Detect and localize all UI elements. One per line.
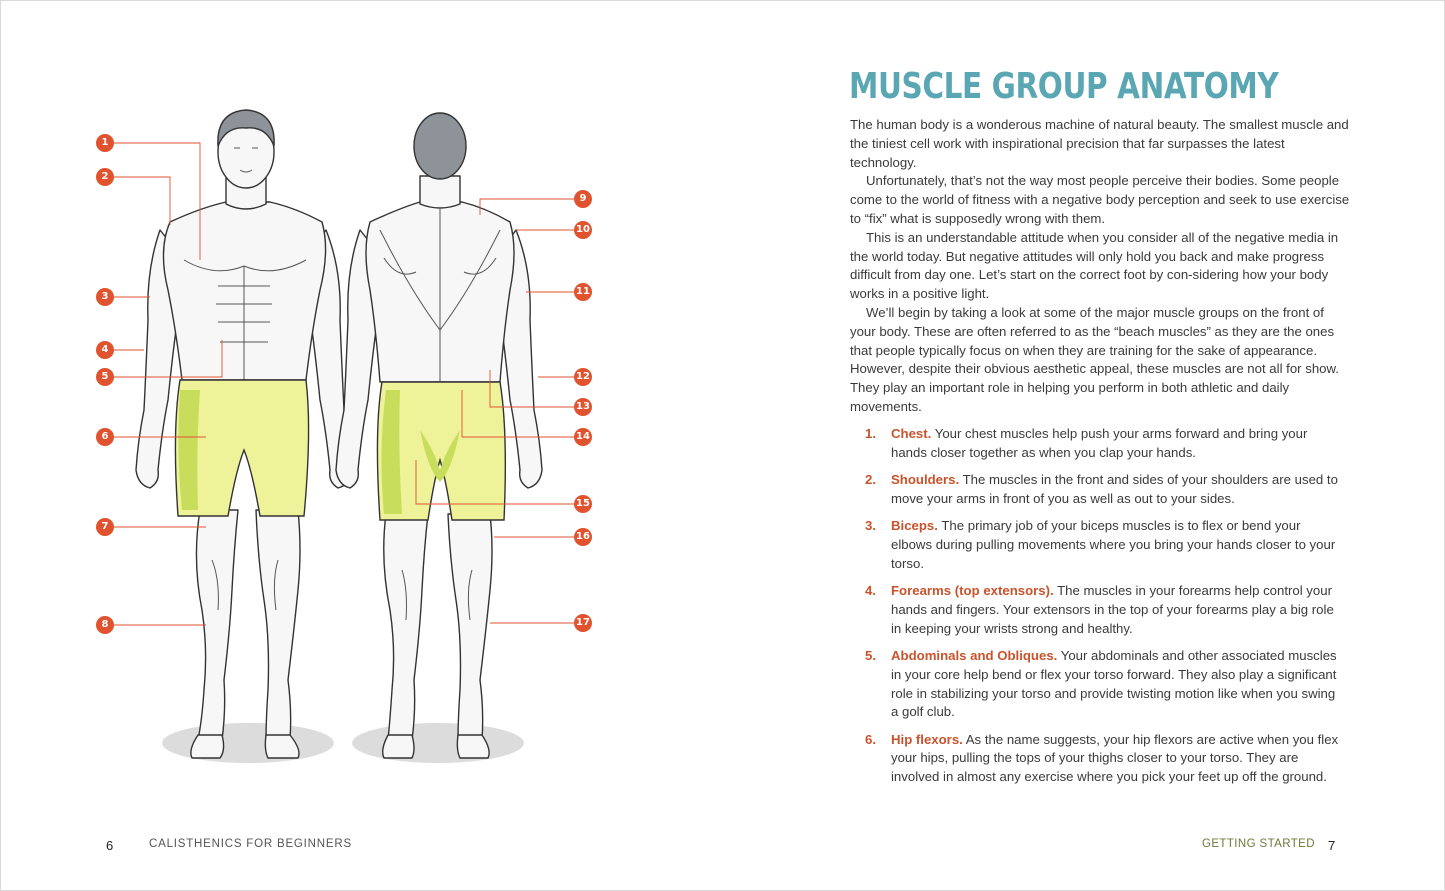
callout-3: 3 bbox=[96, 288, 114, 306]
front-right-leg bbox=[256, 510, 300, 740]
left-page-number: 6 bbox=[106, 838, 114, 853]
paragraph-4: We’ll begin by taking a look at some of the major muscle groups on the front of your body. These are often referred to as the “beach muscles” as they are the ones that people typically focus on when they are training for the sake of appearance. However, despite their obvious aesthetic appeal, these muscles are not all for show. They play an important role in helping you perform in both athletic and daily movements. bbox=[850, 304, 1339, 414]
list-item-number: 5. bbox=[865, 647, 876, 663]
back-neck bbox=[420, 176, 460, 208]
list-item-text: The muscles in your forearms help control your hands and fingers. Your extensors in the top of your forearms play a big role in keeping your wrists strong and healthy. bbox=[891, 583, 1334, 636]
back-left-leg bbox=[384, 514, 428, 740]
list-item-body bbox=[891, 731, 1345, 787]
list-item-term: Chest. bbox=[891, 426, 932, 441]
paragraph-2: Unfortunately, that’s not the way most people perceive their bodies. Some people come to the world of fitness with a negative body perception and seek to use exercise to “fix” what is supposedly wrong with them. bbox=[850, 173, 1350, 226]
callout-14: 14 bbox=[574, 428, 592, 446]
callout-4: 4 bbox=[96, 341, 114, 359]
list-item-body bbox=[891, 647, 1345, 722]
back-figure-shadow bbox=[352, 723, 524, 763]
callout-13: 13 bbox=[574, 398, 592, 416]
front-figure-shadow bbox=[162, 723, 334, 763]
list-item-body bbox=[891, 517, 1345, 573]
list-item-body bbox=[891, 582, 1345, 638]
list-item-text: As the name suggests, your hip flexors are active when you flex your hips, pulling the tops of your thighs closer to your torso. They are involved in almost any exercise where you pick your feet up off the ground. bbox=[891, 731, 1339, 785]
callout-10: 10 bbox=[574, 221, 592, 239]
callout-17: 17 bbox=[574, 614, 592, 632]
body-text bbox=[850, 116, 1350, 417]
list-item-term: Hip flexors. bbox=[891, 731, 963, 747]
back-right-leg bbox=[448, 514, 492, 740]
anatomy-figure bbox=[80, 90, 620, 790]
list-item-term: Shoulders. bbox=[891, 472, 960, 488]
list-item-body bbox=[891, 471, 1345, 509]
list-item bbox=[865, 471, 1345, 509]
list-item-term: Abdominals and Obliques. bbox=[891, 647, 1058, 663]
list-item-text: Your chest muscles help push your arms forward and bring your hands closer together as when you clap your hands. bbox=[891, 426, 1308, 460]
list-item-term: Biceps. bbox=[891, 518, 938, 534]
list-item bbox=[865, 647, 1345, 722]
front-torso bbox=[163, 202, 325, 380]
list-item bbox=[865, 425, 1345, 463]
back-right-foot bbox=[457, 735, 489, 758]
back-shorts bbox=[377, 382, 505, 520]
left-running-head: CALISTHENICS FOR BEGINNERS bbox=[149, 838, 352, 850]
callout-12: 12 bbox=[574, 368, 592, 386]
front-shorts bbox=[175, 380, 308, 516]
paragraph-3: This is an understandable attitude when you consider all of the negative media in the world today. But negative attitudes will only hold you back and make progress difficult from day one. Let’s start on the correct foot by con-sidering how your body works in a positive light. bbox=[850, 229, 1339, 302]
callout-8: 8 bbox=[96, 616, 114, 634]
callout-11: 11 bbox=[574, 283, 592, 301]
list-item-text: The muscles in the front and sides of your shoulders are used to move your arms in front of you as well as out to your sides. bbox=[891, 472, 1338, 506]
anatomy-illustration bbox=[80, 90, 620, 790]
list-item-number: 6. bbox=[865, 731, 876, 747]
list-item-number: 3. bbox=[865, 518, 876, 534]
callout-1: 1 bbox=[96, 134, 114, 152]
list-item-text: The primary job of your biceps muscles is to flex or bend your elbows during pulling movements where you bring your hands closer to your torso. bbox=[891, 518, 1336, 571]
callout-2: 2 bbox=[96, 168, 114, 186]
list-item bbox=[865, 517, 1345, 573]
list-item bbox=[865, 582, 1345, 638]
callout-7: 7 bbox=[96, 518, 114, 536]
callout-15: 15 bbox=[574, 495, 592, 513]
callout-16: 16 bbox=[574, 528, 592, 546]
list-item-term: Forearms (top extensors). bbox=[891, 583, 1054, 599]
list-item bbox=[865, 731, 1345, 787]
page-title: MUSCLE GROUP ANATOMY bbox=[849, 66, 1279, 107]
list-item-body bbox=[891, 425, 1345, 463]
callout-9: 9 bbox=[574, 190, 592, 208]
list-item-text: Your abdominals and other associated muscles in your core help bend or flex your torso forward. They also play a significant role in stabilizing your torso and provide twisting motion like when you swing a golf club. bbox=[891, 647, 1337, 720]
right-page-number: 7 bbox=[1328, 838, 1336, 853]
back-head bbox=[414, 113, 466, 179]
list-item-number: 4. bbox=[865, 583, 876, 599]
list-item-number: 2. bbox=[865, 472, 876, 488]
back-left-foot bbox=[383, 735, 414, 758]
callout-5: 5 bbox=[96, 368, 114, 386]
front-left-foot bbox=[191, 735, 224, 758]
paragraph-1: The human body is a wonderous machine of natural beauty. The smallest muscle and the tiniest cell work with inspirational precision that far surpasses the latest technology. bbox=[850, 117, 1349, 170]
right-running-head: GETTING STARTED bbox=[1202, 838, 1315, 850]
muscle-list bbox=[865, 425, 1345, 796]
list-item-number: 1. bbox=[865, 426, 876, 441]
callout-6: 6 bbox=[96, 428, 114, 446]
